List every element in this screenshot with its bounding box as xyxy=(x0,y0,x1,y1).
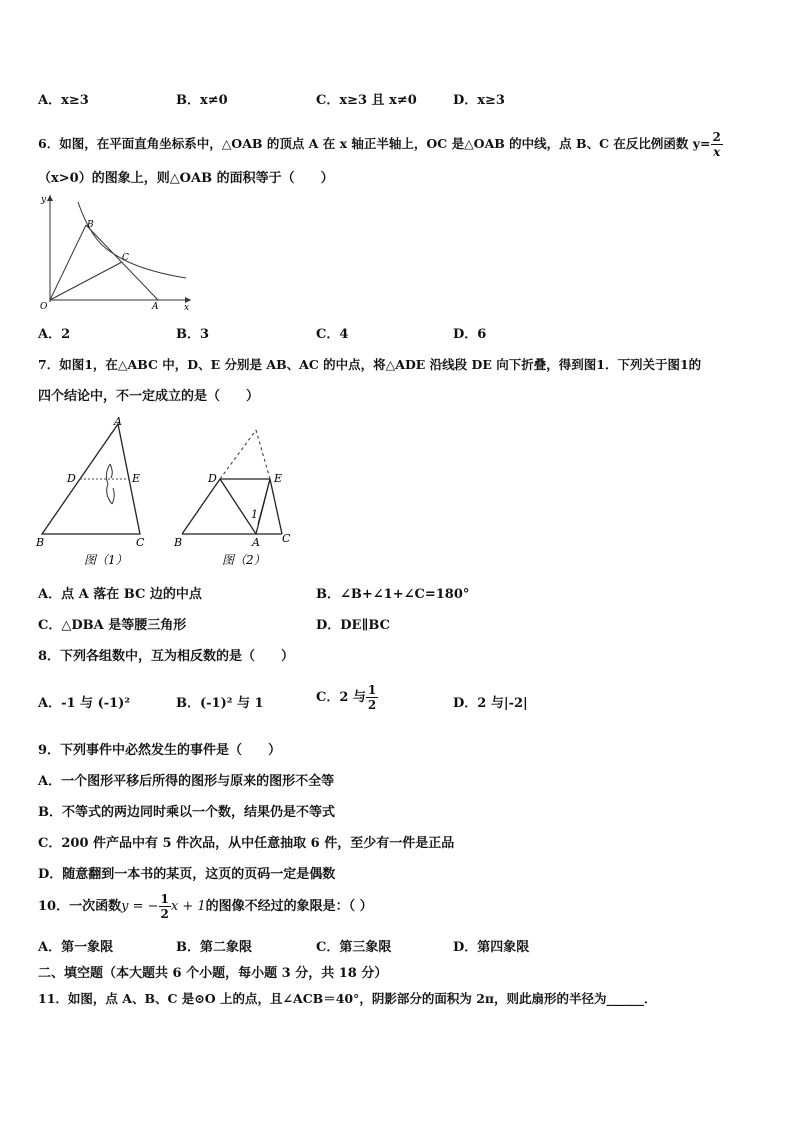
q5-option-d: D．x≥3 xyxy=(453,93,505,108)
q6-label-o: O xyxy=(40,302,48,310)
q7-stem-line1: 7．如图1，在△ABC 中，D、E 分别是 AB、AC 的中点，将△ADE 沿线段 DE 向下折叠，得到图1．下列关于图1的 xyxy=(38,357,702,372)
q9-option-a: A．一个图形平移后所得的图形与原来的图形不全等 xyxy=(38,774,335,789)
q7-figure-2 xyxy=(170,412,300,570)
q6-label-x: x xyxy=(184,303,190,310)
q5-option-a: A．x≥3 xyxy=(38,93,89,108)
q7-option-b: B．∠B+∠1+∠C=180° xyxy=(316,587,470,602)
q6-label-b: B xyxy=(87,220,94,230)
q7-fig1-label-d: D xyxy=(67,472,76,485)
q7-fig2-caption: 图（2） xyxy=(222,553,266,567)
q10-option-a: A．第一象限 xyxy=(38,940,114,955)
q10-fraction xyxy=(159,892,171,921)
q9-option-b: B．不等式的两边同时乘以一个数，结果仍是不等式 xyxy=(38,805,335,820)
q10-frac-den: 2 xyxy=(160,907,169,921)
q10-stem xyxy=(38,892,373,921)
q10-option-b: B．第二象限 xyxy=(176,940,252,955)
q7-option-c: C．△DBA 是等腰三角形 xyxy=(38,618,187,633)
q8-frac-den: 2 xyxy=(367,698,377,712)
q7-option-d: D．DE∥BC xyxy=(316,618,390,633)
section-2-heading: 二、填空题（本大题共 6 个小题，每小题 3 分，共 18 分） xyxy=(38,966,388,981)
q6-frac-den: x xyxy=(713,145,721,159)
q8-option-a: A．-1 与 (-1)² xyxy=(38,696,131,711)
q7-fig1-caption: 图（1） xyxy=(84,553,128,567)
q6-option-d: D．6 xyxy=(453,327,487,342)
q7-fig2-label-1: 1 xyxy=(251,508,258,521)
q6-stem-line2: （x>0）的图象上，则△OAB 的面积等于（ ） xyxy=(38,171,334,186)
q10-option-d: D．第四象限 xyxy=(453,940,530,955)
q6-stem-line1: 6．如图，在平面直角坐标系中，△OAB 的顶点 A 在 x 轴正半轴上，OC 是△OAB 的中线，点 B、C 在反比例函数 y= xyxy=(38,136,711,151)
q8-frac-num: 1 xyxy=(367,683,377,697)
q8-option-d: D．2 与|-2| xyxy=(453,696,528,711)
q7-fig2-label-a: A xyxy=(252,536,260,549)
q9-stem: 9．下列事件中必然发生的事件是（ ） xyxy=(38,743,282,758)
q6-label-c: C xyxy=(122,253,129,263)
q7-fig1-label-b: B xyxy=(36,536,45,549)
q7-figure-1 xyxy=(34,412,164,570)
q8-option-b: B．(-1)² 与 1 xyxy=(176,696,264,711)
q8-option-c xyxy=(316,683,378,712)
q7-fig1-label-e: E xyxy=(132,472,141,485)
q7-stem-line2: 四个结论中，不一定成立的是（ ） xyxy=(38,389,260,404)
q10-stem-pre: 10．一次函数 xyxy=(38,899,122,914)
q6-frac-num: 2 xyxy=(712,130,721,144)
q6-label-a: A xyxy=(152,302,159,310)
q6-option-b: B．3 xyxy=(176,327,210,342)
q8-option-c-text: C．2 与 xyxy=(316,690,366,705)
q8-option-c-fraction xyxy=(366,683,378,712)
question-11: 11．如图，点 A、B、C 是⊙O 上的点，且∠ACB＝40°，阴影部分的面积为 2π，则此扇形的半径为______． xyxy=(38,991,657,1006)
q6-label-y: y xyxy=(41,195,47,205)
q7-fig2-label-c: C xyxy=(282,532,291,545)
q9-option-d: D．随意翻到一本书的某页，这页的页码一定是偶数 xyxy=(38,867,336,882)
q6-option-c: C．4 xyxy=(316,327,349,342)
q7-fig1-label-a: A xyxy=(114,415,122,428)
q6-figure xyxy=(36,190,196,310)
q10-eq-left: y = − xyxy=(121,899,159,914)
q7-option-a: A．点 A 落在 BC 边的中点 xyxy=(38,587,202,602)
q7-fig1-label-c: C xyxy=(136,536,145,549)
q7-fig2-label-b: B xyxy=(174,536,183,549)
q7-fig2-label-d: D xyxy=(208,472,217,485)
q10-stem-post: 的图像不经过的象限是：（ ） xyxy=(205,899,373,914)
q10-eq-right: x + 1 xyxy=(170,899,206,914)
q6-option-a: A．2 xyxy=(38,327,71,342)
q9-option-c: C．200 件产品中有 5 件次品，从中任意抽取 6 件，至少有一件是正品 xyxy=(38,836,455,851)
q10-frac-num: 1 xyxy=(160,892,169,906)
q7-fig2-label-e: E xyxy=(274,472,283,485)
q5-option-c: C．x≥3 且 x≠0 xyxy=(316,93,417,108)
q6-fraction xyxy=(711,130,723,159)
q10-option-c: C．第三象限 xyxy=(316,940,392,955)
q8-stem: 8．下列各组数中，互为相反数的是（ ） xyxy=(38,649,295,664)
q5-option-b: B．x≠0 xyxy=(176,93,228,108)
